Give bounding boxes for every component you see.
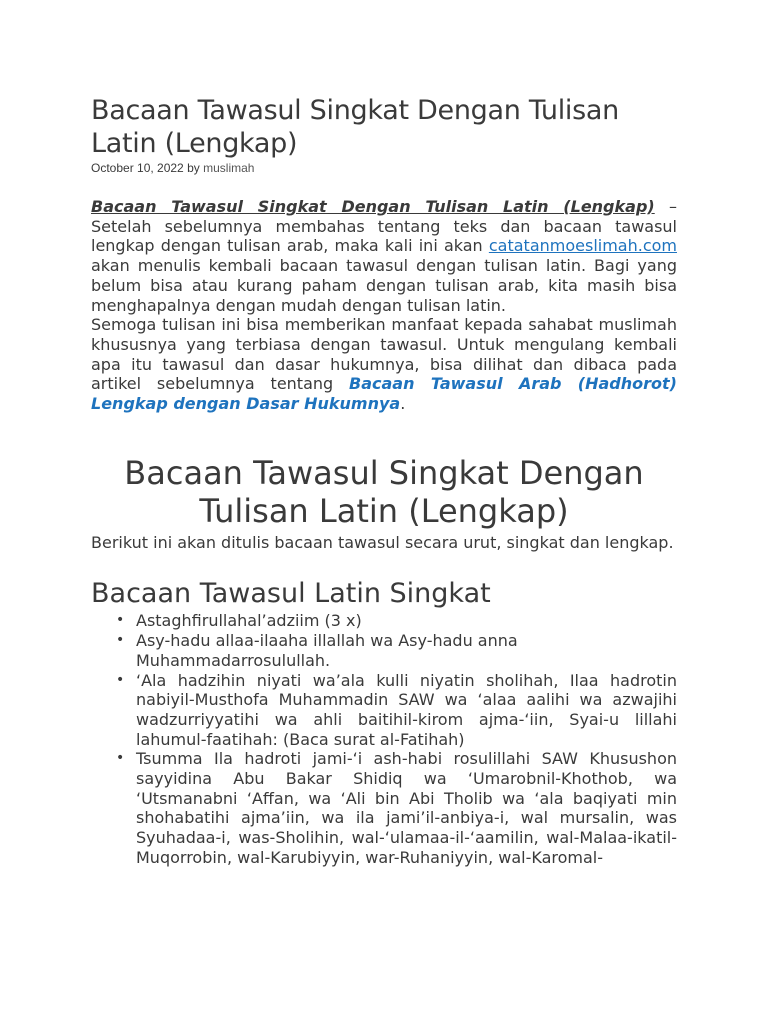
sub-heading: Bacaan Tawasul Latin Singkat	[91, 578, 491, 610]
list-item-text: Tsumma Ila hadroti jami-‘i ash-habi rosulillahi SAW Khusushon sayyidina Abu Bakar Shidiq wa ‘Umarobnil-Khothob, wa ‘Utsmanabni ‘Affan, wa ‘Ali bin Abi Tholib wa ‘ala baqiyati min shohabatihi ajma’iin, wa ila jami’il-anbiya-i, wal mursalin, was Syuhadaa-i, was-Sholihin, wal-‘ulamaa-il-‘aamilin, wal-Malaa-ikatil-Muqorrobin, wal-Karubiyyin, war-Ruhaniyyin, wal-Karomal-	[136, 749, 677, 867]
bullet-icon: •	[116, 612, 125, 629]
list-item	[116, 749, 677, 867]
list-item	[116, 631, 677, 670]
section-intro: Berikut ini akan ditulis bacaan tawasul secara urut, singkat dan lengkap.	[91, 532, 674, 552]
list-item-text: ‘Ala hadzihin niyati wa’ala kulli niyatin sholihah, Ilaa hadrotin nabiyil-Musthofa Muhammadin SAW wa ‘alaa aalihi wa azwajihi wadzurriyyatihi wa ahli baitihil-kirom ajma-‘iin, Syai-u lillahi lahumul-faatihah: (Baca surat al-Fatihah)	[136, 670, 677, 749]
post-meta	[91, 160, 677, 176]
site-link[interactable]: catatanmoeslimah.com	[488, 236, 677, 256]
post-date[interactable]: October 10, 2022	[91, 161, 184, 175]
previous-article-link[interactable]: Bacaan Tawasul Arab (Hadhorot) Lengkap dengan Dasar Hukumnya	[91, 374, 677, 414]
lead-title: Bacaan Tawasul Singkat Dengan Tulisan Latin (Lengkap)	[91, 197, 655, 216]
post-author-link[interactable]: muslimah	[203, 161, 255, 175]
list-item-text: Astaghfirullahal’adziim (3 x)	[136, 611, 362, 631]
bullet-icon: •	[116, 632, 125, 649]
article	[91, 94, 677, 868]
lead-text-b: akan menulis kembali bacaan tawasul dengan tulisan latin. Bagi yang belum bisa atau kurang paham dengan tulisan arab, kita masih bisa menghapalnya dengan mudah dengan tulisan latin.	[91, 256, 677, 315]
bullet-icon: •	[116, 671, 125, 688]
bullet-icon: •	[116, 750, 125, 767]
section-heading: Bacaan Tawasul Singkat Dengan Tulisan Latin (Lengkap)	[124, 453, 644, 530]
tawasul-list	[91, 611, 677, 867]
lead-dash: –	[654, 197, 677, 216]
second-paragraph	[91, 315, 677, 414]
lead-paragraph	[91, 197, 677, 315]
lead-text-a: Setelah sebelumnya membahas tentang teks dan bacaan tawasul lengkap dengan tulisan arab, maka kali ini akan	[91, 216, 677, 256]
list-item	[116, 611, 677, 631]
post-title: Bacaan Tawasul Singkat Dengan Tulisan Latin (Lengkap)	[91, 95, 619, 159]
post-by-label: by	[187, 161, 200, 175]
second-text-b: .	[400, 394, 406, 414]
list-item	[116, 670, 677, 750]
list-item-text: Asy-hadu allaa-ilaaha illallah wa Asy-hadu anna Muhammadarrosulullah.	[136, 631, 518, 670]
second-text-a: Semoga tulisan ini bisa memberikan manfaat kepada sahabat muslimah khususnya yang terbiasa dengan tawasul. Untuk mengulang kembali apa itu tawasul dan dasar hukumnya, bisa dilihat dan dibaca pada artikel sebelumnya tentang	[91, 315, 677, 394]
